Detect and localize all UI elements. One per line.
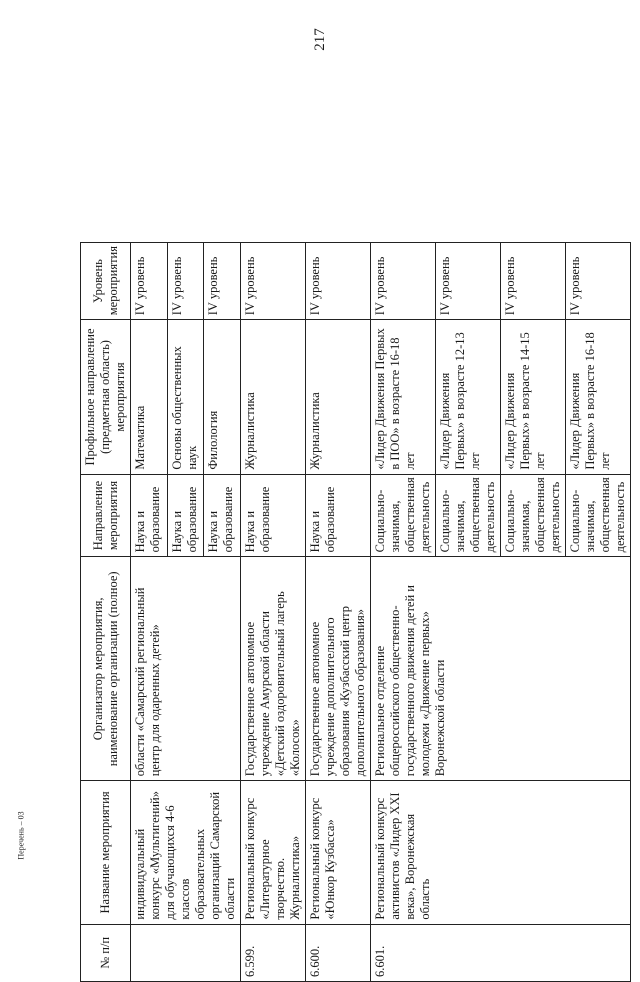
cell-name: индивидуальный конкурс «Мультигений» для обучающихся 4-6 классов образовательных организаций Самарской области <box>131 781 241 924</box>
page-number: 217 <box>311 27 328 51</box>
cell-name: Региональный конкурс «Юнкор Кузбасса» <box>306 781 371 924</box>
cell-num: 6.601. <box>371 924 631 981</box>
cell-direction: Наука и образование <box>204 474 241 557</box>
cell-level: IV уровень <box>204 243 241 320</box>
header-profile: Профильное направление (предметная область) мероприятия <box>81 320 131 474</box>
header-num: № п/п <box>81 924 131 981</box>
header-organizer: Организатор мероприятия, наименование организации (полное) <box>81 557 131 781</box>
cell-profile: Основы общественных наук <box>167 320 204 474</box>
cell-level: IV уровень <box>131 243 168 320</box>
table-row <box>371 243 436 982</box>
cell-level: IV уровень <box>566 243 631 320</box>
header-level: Уровень мероприятия <box>81 243 131 320</box>
cell-profile: «Лидер Движения Первых» в возрасте 16-18 лет <box>566 320 631 474</box>
cell-name: Региональный конкурс активистов «Лидер XXI века», Воронежская область <box>371 781 631 924</box>
cell-name: Региональный конкурс «Литературное творчество. Журналистика» <box>241 781 306 924</box>
cell-direction: Наука и образование <box>306 474 371 557</box>
table-row <box>241 243 306 982</box>
header-direction: Направление мероприятия <box>81 474 131 557</box>
cell-profile: «Лидер Движения Первых» в возрасте 14-15 лет <box>501 320 566 474</box>
cell-direction: Наука и образование <box>241 474 306 557</box>
table-row <box>306 243 371 982</box>
cell-profile: «Лидер Движения Первых» в возрасте 12-13 лет <box>436 320 501 474</box>
table-header-row <box>81 243 131 982</box>
cell-level: IV уровень <box>241 243 306 320</box>
cell-direction: Наука и образование <box>131 474 168 557</box>
cell-num: 6.600. <box>306 924 371 981</box>
cell-organizer: Государственное автономное учреждение дополнительного образования «Кузбасский центр дополнительного образования» <box>306 557 371 781</box>
footer-note: Перечень – 03 <box>16 810 26 860</box>
cell-direction: Социально-значимая, общественная деятельность <box>371 474 436 557</box>
cell-level: IV уровень <box>436 243 501 320</box>
cell-num <box>131 924 241 981</box>
cell-profile: Математика <box>131 320 168 474</box>
cell-level: IV уровень <box>167 243 204 320</box>
cell-direction: Социально-значимая, общественная деятельность <box>566 474 631 557</box>
events-table <box>80 242 631 982</box>
cell-direction: Наука и образование <box>167 474 204 557</box>
cell-level: IV уровень <box>501 243 566 320</box>
events-table-container <box>80 242 627 982</box>
table-row <box>131 243 168 982</box>
header-name: Название мероприятия <box>81 781 131 924</box>
cell-num: 6.599. <box>241 924 306 981</box>
cell-profile: Журналистика <box>241 320 306 474</box>
cell-profile: Журналистика <box>306 320 371 474</box>
cell-organizer: Государственное автономное учреждение Амурской области «Детский оздоровительный лагерь «Колосок» <box>241 557 306 781</box>
cell-profile: Филология <box>204 320 241 474</box>
cell-profile: «Лидер Движения Первых в ПОО» в возрасте 16-18 лет <box>371 320 436 474</box>
cell-organizer: Региональное отделение общероссийского общественно-государственного движения детей и молодежи «Движение первых» Воронежской области <box>371 557 631 781</box>
cell-level: IV уровень <box>306 243 371 320</box>
cell-direction: Социально-значимая, общественная деятельность <box>501 474 566 557</box>
cell-organizer: области «Самарский региональный центр для одаренных детей» <box>131 557 241 781</box>
cell-level: IV уровень <box>371 243 436 320</box>
cell-direction: Социально-значимая, общественная деятельность <box>436 474 501 557</box>
